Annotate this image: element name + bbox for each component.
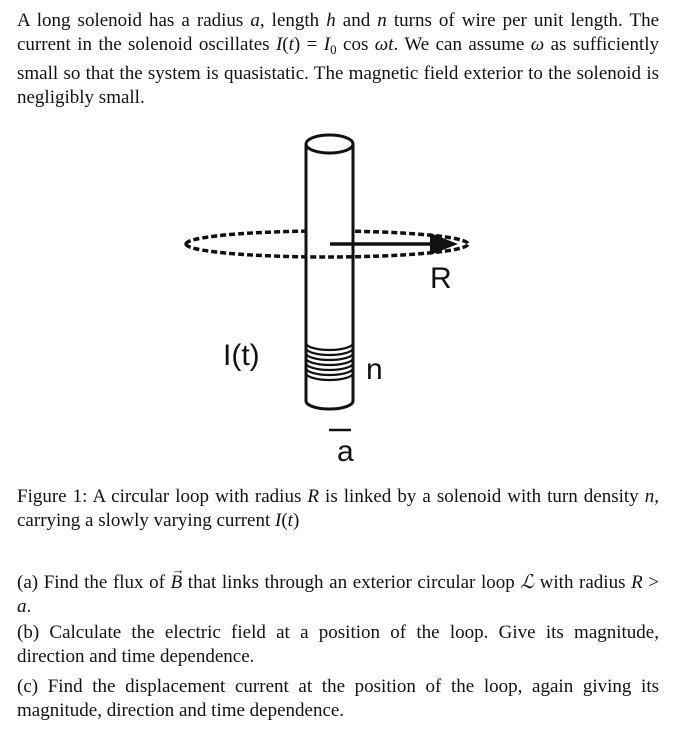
vector-B: B → bbox=[170, 562, 185, 593]
label-n: n bbox=[366, 353, 383, 386]
question-a: (a) Find the flux of B → that links through an exterior circular loop ℒ with radius R > a. bbox=[17, 562, 660, 617]
problem-statement: A long solenoid has a radius a, length h and n turns of wire per unit length. The current in the solenoid oscillates $I(t) = I_0$ cos ωt. We can assume ω as sufficiently small so that the system is quasistatic. The magnetic field exterior to the solenoid is negligibly small. bbox=[17, 10, 660, 108]
question-c: (c) Find the displacement current at the position of the loop, again giving its magnitude, direction and time dependence. bbox=[17, 676, 659, 721]
label-a: a bbox=[337, 435, 354, 468]
label-R: R bbox=[430, 262, 452, 295]
question-b: (b) Calculate the electric field at a position of the loop. Give its magnitude, direction and time dependence. bbox=[17, 622, 659, 667]
label-current: I(t) bbox=[223, 339, 260, 372]
figure-caption: Figure 1: A circular loop with radius R is linked by a solenoid with turn density n, carrying a slowly varying current I(t) bbox=[17, 486, 659, 531]
solenoid-figure bbox=[0, 125, 676, 475]
